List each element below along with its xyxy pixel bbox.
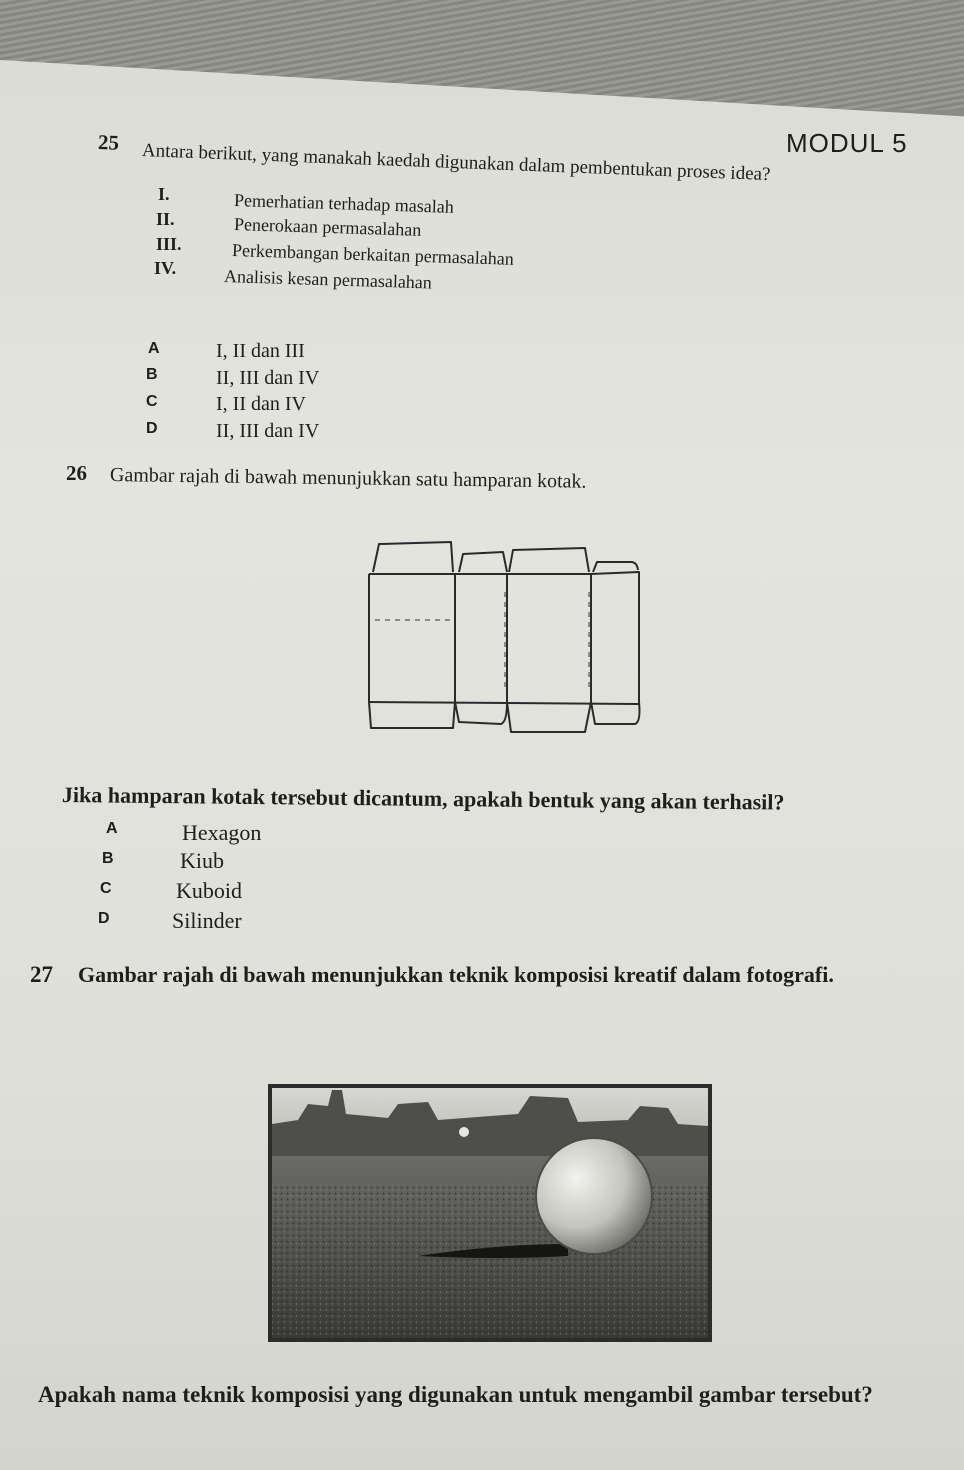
- item-roman: I.: [158, 184, 170, 204]
- option-text: II, III dan IV: [216, 420, 320, 442]
- option-text: Kuboid: [176, 878, 242, 903]
- item-text: Analisis kesan permasalahan: [223, 266, 433, 293]
- option-letter: D: [146, 420, 158, 437]
- item-text: Penerokaan permasalahan: [233, 214, 422, 240]
- module-title: MODUL 5: [786, 128, 908, 158]
- question-text: Antara berikut, yang manakah kaedah digunakan dalam pembentukan proses idea?: [141, 140, 771, 186]
- item-roman: III.: [156, 234, 182, 254]
- golf-ball-photo: [268, 1084, 712, 1342]
- option-text: Kiub: [180, 848, 224, 873]
- option-text: Silinder: [172, 908, 242, 933]
- question-text: Gambar rajah di bawah menunjukkan satu hamparan kotak.: [109, 464, 587, 493]
- option-text: Hexagon: [182, 820, 262, 845]
- option-letter: A: [148, 340, 160, 357]
- question-number: 27: [30, 962, 53, 987]
- question-prompt: Apakah nama teknik komposisi yang digunakan untuk mengambil gambar tersebut?: [38, 1382, 873, 1407]
- option-text: I, II dan IV: [216, 393, 306, 415]
- box-net-figure: [355, 532, 645, 737]
- item-roman: IV.: [154, 258, 177, 278]
- option-letter: D: [98, 910, 110, 927]
- option-letter: C: [100, 880, 112, 897]
- option-letter: B: [102, 850, 114, 867]
- option-letter: A: [106, 820, 118, 837]
- question-prompt: Jika hamparan kotak tersebut dicantum, apakah bentuk yang akan terhasil?: [61, 782, 785, 815]
- question-number: 26: [66, 461, 87, 485]
- item-roman: II.: [156, 209, 175, 229]
- option-text: I, II dan III: [216, 340, 305, 362]
- question-number: 25: [97, 130, 120, 155]
- item-text: Perkembangan berkaitan permasalahan: [231, 240, 515, 269]
- option-letter: B: [146, 366, 158, 383]
- option-text: II, III dan IV: [216, 367, 320, 389]
- item-text: Pemerhatian terhadap masalah: [233, 190, 455, 217]
- question-text: Gambar rajah di bawah menunjukkan teknik komposisi kreatif dalam fotografi.: [78, 962, 834, 987]
- option-letter: C: [146, 393, 158, 410]
